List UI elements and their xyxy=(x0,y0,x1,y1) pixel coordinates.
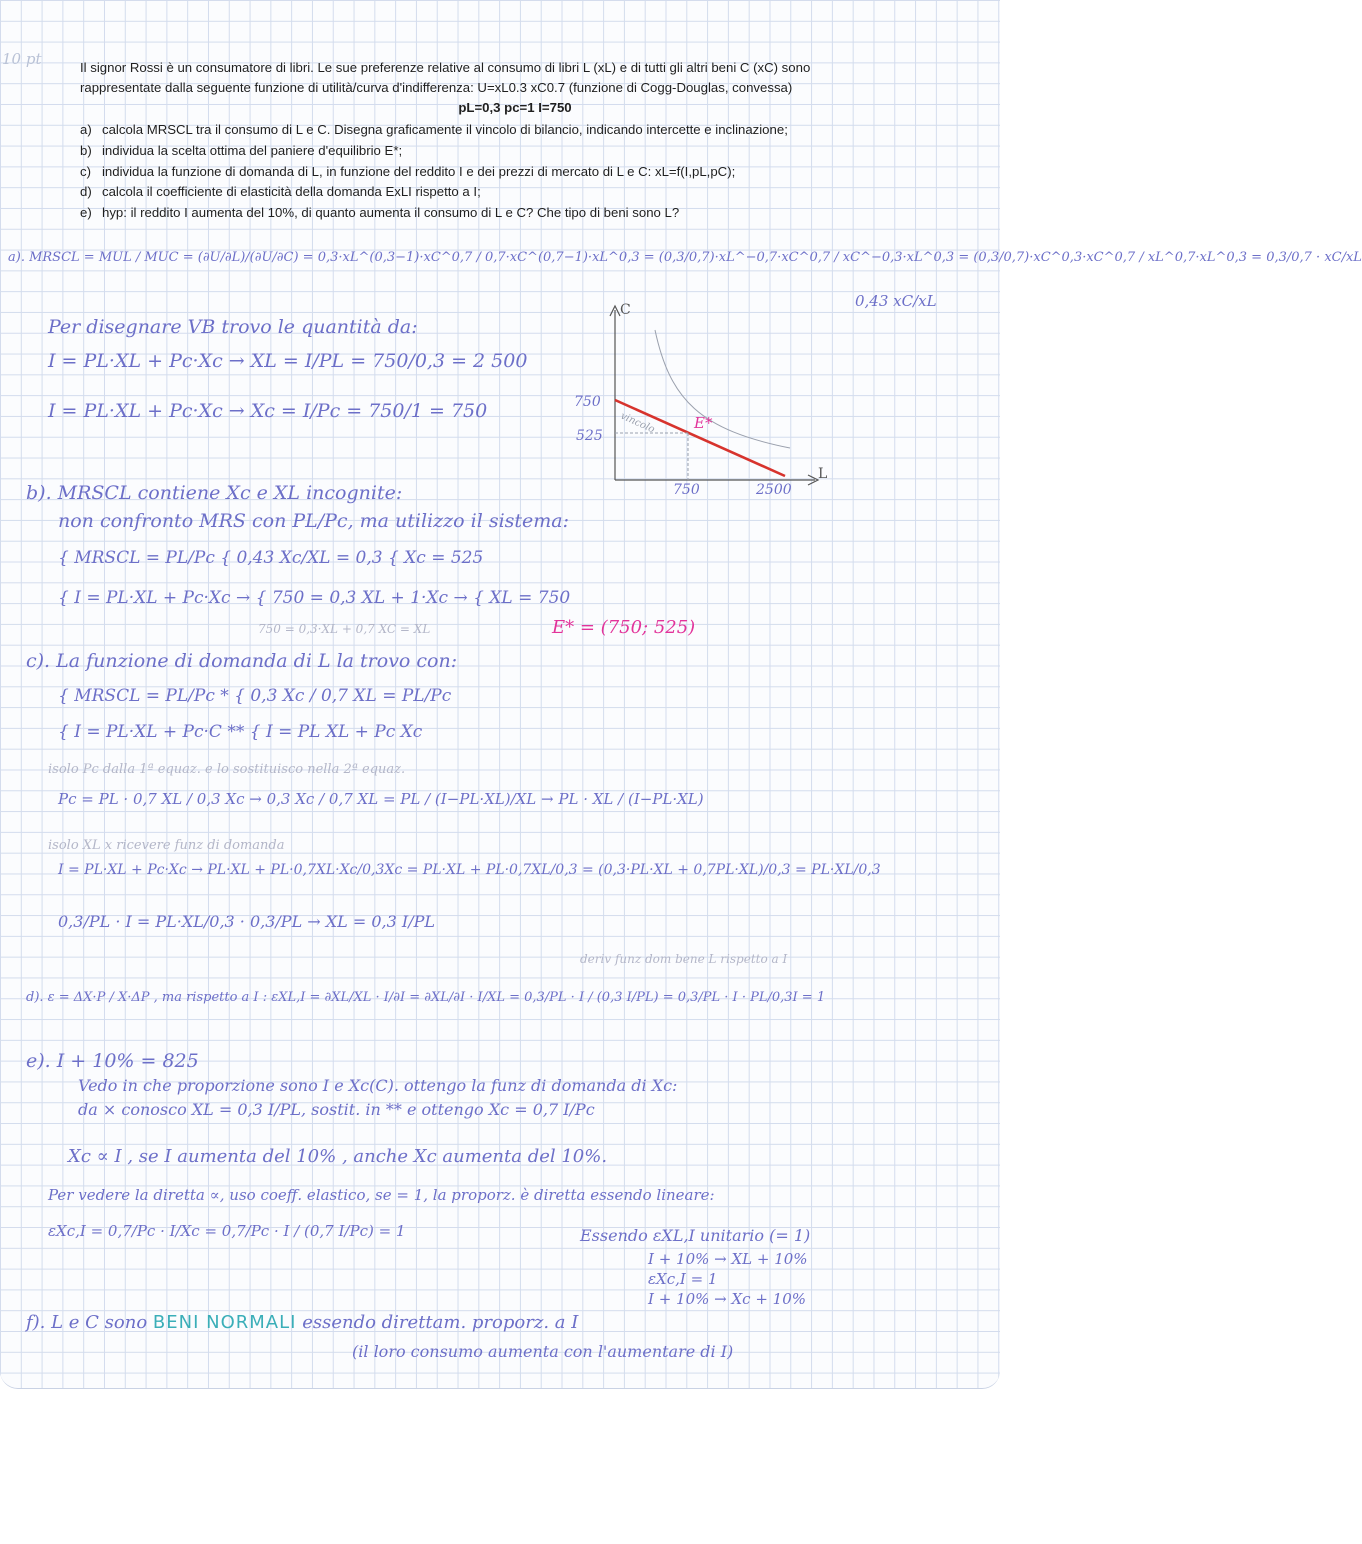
answer-c-intro: c). La funzione di domanda di L la trovo con: xyxy=(26,650,458,672)
y-axis-label: C xyxy=(620,302,631,318)
question-item: b) individua la scelta ottima del paniere d'equilibrio E*; xyxy=(80,142,403,158)
indifference-curve xyxy=(655,330,790,448)
answer-d-pencil-note: deriv funz dom bene L rispetto a I xyxy=(580,952,788,966)
answer-d-elasticity: d). ε = ΔX·P / X·ΔP , ma rispetto a I : εXL,I = ∂XL/XL · I/∂I = ∂XL/∂I · I/XL = 0,3/PL · I / (0,3 I/PL) = 0,3/PL · I · PL/0,3I = 1 xyxy=(26,990,826,1005)
x-tick-750: 750 xyxy=(673,482,700,498)
answer-a-intercept-c: I = PL·XL + Pc·Xc → Xc = I/Pc = 750/1 = 750 xyxy=(48,400,488,422)
answer-a-intro: Per disegnare VB trovo le quantità da: xyxy=(48,316,418,338)
answer-f-line-2: (il loro consumo aumenta con l'aumentare di I) xyxy=(352,1342,734,1361)
answer-e-elasticity-c: εXc,I = 0,7/Pc · I/Xc = 0,7/Pc · I / (0,7 I/Pc) = 1 xyxy=(48,1222,406,1240)
points-label: 10 pt xyxy=(2,50,42,68)
answer-b-system-1: { MRSCL = PL/Pc { 0,43 Xc/XL = 0,3 { Xc = 525 xyxy=(58,548,484,568)
answer-a-mrs: a). MRSCL = MUL / MUC = (∂U/∂L)/(∂U/∂C) = 0,3·xL^(0,3−1)·xC^0,7 / 0,7·xC^(0,7−1)·xL^0,3 = (0,3/0,7)·xL^−0,7·xC^0,7 / xC^−0,3·xL^0,3 = (0,3/0,7)·xC^0,3·xC^0,7 / xL^0,7·xL^0,3 = 0,3/0,7 · xC/xL xyxy=(8,250,1362,265)
question-list xyxy=(80,120,950,224)
answer-c-derivation: I = PL·XL + Pc·Xc → PL·XL + PL·0,7XL·Xc/0,3Xc = PL·XL + PL·0,7XL/0,3 = (0,3·PL·XL + 0,7PL·XL)/0,3 = PL·XL/0,3 xyxy=(58,862,881,878)
intro-line-1: Il signor Rossi è un consumatore di libri. Le sue preferenze relative al consumo di libri L (xL) e di tutti gli altri beni C (xC) sono xyxy=(80,60,811,75)
answer-e-side-3: εXc,I = 1 xyxy=(648,1270,718,1288)
answer-b-method: non confronto MRS con PL/Pc, ma utilizzo il sistema: xyxy=(58,510,570,532)
intro-line-2: rappresentate dalla seguente funzione di utilità/curva d'indifferenza: U=xL0.3 xC0.7 (funzione di Cogg-Douglas, convessa) xyxy=(80,80,793,95)
answer-c-pencil-note-2: isolo XL x ricevere funz di domanda xyxy=(48,838,285,853)
question-item: e) hyp: il reddito I aumenta del 10%, di quanto aumenta il consumo di L e C? Che tipo di beni sono L? xyxy=(80,205,680,221)
answer-c-system-2: { I = PL·XL + Pc·C ** { I = PL XL + Pc Xc xyxy=(58,722,423,742)
answer-e-line-5: Per vedere la diretta ∝, uso coeff. elastico, se = 1, la proporz. è diretta essendo lineare: xyxy=(48,1186,715,1204)
exercise-text xyxy=(80,58,950,224)
parameters: pL=0,3 pc=1 I=750 xyxy=(458,100,572,115)
answer-e-line-4: Xc ∝ I , se I aumenta del 10% , anche Xc aumenta del 10%. xyxy=(68,1146,608,1167)
budget-constraint-graph xyxy=(560,300,830,500)
answer-e-line-2: Vedo in che proporzione sono I e Xc(C). ottengo la funz di domanda di Xc: xyxy=(78,1076,678,1095)
budget-line-label: vincolo xyxy=(618,410,657,436)
answer-a-intercept-l: I = PL·XL + Pc·Xc → XL = I/PL = 750/0,3 = 2 500 xyxy=(48,350,528,372)
answer-b-pencil-note: 750 = 0,3·XL + 0,7 XC = XL xyxy=(258,622,431,636)
y-tick-750: 750 xyxy=(574,394,601,410)
answer-a-result: 0,43 xC/xL xyxy=(855,292,937,310)
answer-e-side-1: Essendo εXL,I unitario (= 1) xyxy=(580,1226,811,1245)
budget-line xyxy=(615,400,785,476)
answer-b-equilibrium: E* = (750; 525) xyxy=(552,617,696,638)
answer-e-side-2: I + 10% → XL + 10% xyxy=(648,1250,808,1268)
question-item: c) individua la funzione di domanda di L, in funzione del reddito I e dei prezzi di mercato di L e C: xL=f(I,pL,pC); xyxy=(80,163,736,179)
answer-c-system-1: { MRSCL = PL/Pc * { 0,3 Xc / 0,7 XL = PL/Pc xyxy=(58,686,452,706)
answer-e-income: e). I + 10% = 825 xyxy=(26,1050,199,1072)
question-item: a) calcola MRSCL tra il consumo di L e C. Disegna graficamente il vincolo di bilancio, indicando intercette e inclinazione; xyxy=(80,122,788,137)
answer-f-line-1: f). L e C sono BENI NORMALI essendo direttam. proporz. a I xyxy=(26,1312,579,1333)
question-item: d) calcola il coefficiente di elasticità della domanda ExLI rispetto a I; xyxy=(80,184,481,200)
x-axis-label: L xyxy=(818,466,828,482)
equilibrium-label: E* xyxy=(694,414,713,432)
answer-e-line-3: da × conosco XL = 0,3 I/PL, sostit. in ** e ottengo Xc = 0,7 I/Pc xyxy=(78,1100,595,1119)
answer-c-pencil-note: isolo Pc dalla 1ª equaz. e lo sostituisco nella 2ª equaz. xyxy=(48,762,406,777)
y-tick-525: 525 xyxy=(576,428,603,444)
answer-b-intro: b). MRSCL contiene Xc e XL incognite: xyxy=(26,482,403,504)
answer-c-isolate-pc: Pc = PL · 0,7 XL / 0,3 Xc → 0,3 Xc / 0,7 XL = PL / (I−PL·XL)/XL → PL · XL / (I−PL·XL) xyxy=(58,790,704,808)
answer-b-system-2: { I = PL·XL + Pc·Xc → { 750 = 0,3 XL + 1·Xc → { XL = 750 xyxy=(58,588,571,608)
x-tick-2500: 2500 xyxy=(756,482,792,498)
answer-e-side-4: I + 10% → Xc + 10% xyxy=(648,1290,806,1308)
normal-goods-highlight: BENI NORMALI xyxy=(152,1312,297,1333)
answer-c-demand: 0,3/PL · I = PL·XL/0,3 · 0,3/PL → XL = 0,3 I/PL xyxy=(58,912,435,931)
